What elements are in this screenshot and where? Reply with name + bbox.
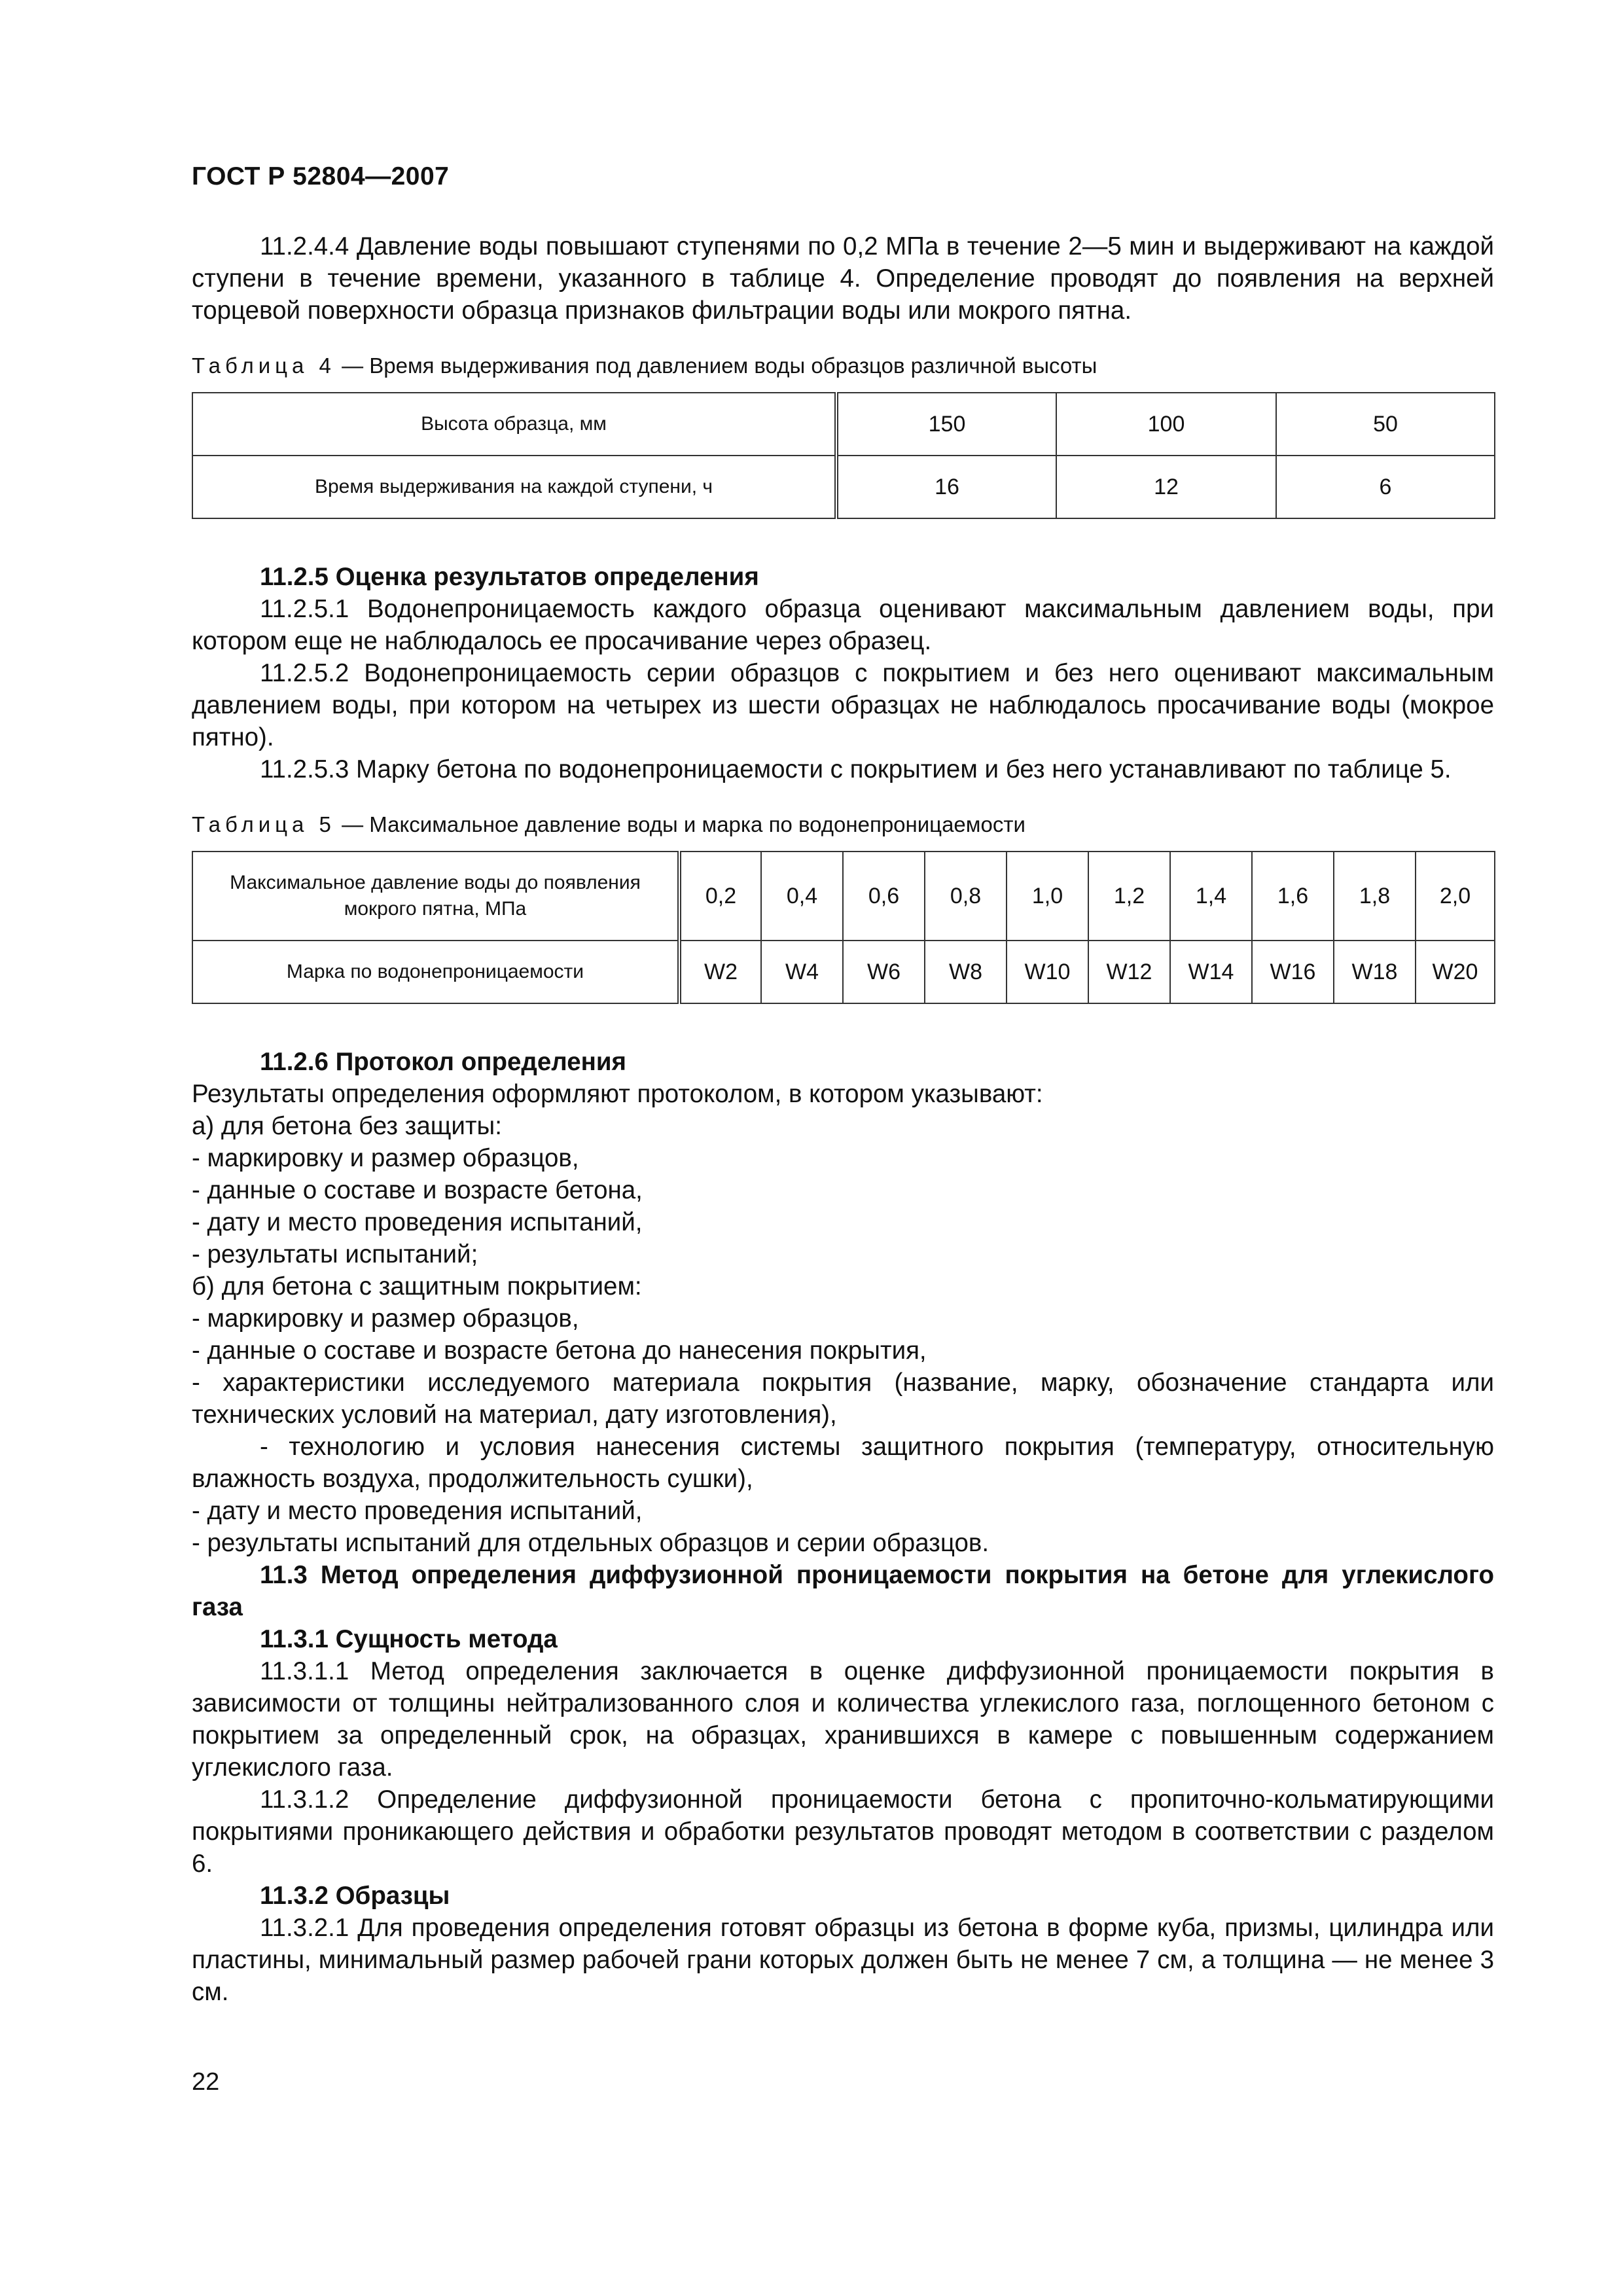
table-4 [192,392,1495,519]
protocol-list [192,1078,1494,1367]
table-cell: 2,0 [1416,852,1495,941]
table4-caption-prefix: Таблица 4 [192,353,336,378]
list-item-long: - характеристики исследуемого материала покрытия (название, марку, обозначение стандарта или технических условий на материал, дату изготовления), [192,1369,1494,1429]
heading-11-3-1: 11.3.1 Сущность метода [260,1625,558,1653]
list-item: - дату и место проведения испытаний, [192,1208,643,1236]
page-content [192,230,1494,2008]
table-cell-label: Марка по водонепроницаемости [192,941,679,1003]
paragraph-11-2-5-1: 11.2.5.1 Водонепроницаемость каждого образца оценивают максимальным давлением воды, при котором еще не наблюдалось ее просачивание через образец. [192,595,1494,655]
standard-header: ГОСТ Р 52804—2007 [192,162,450,190]
list-item: - маркировку и размер образцов, [192,1144,579,1172]
table-cell: W18 [1334,941,1416,1003]
list-item: - результаты испытаний; [192,1240,478,1268]
table-5 [192,851,1495,1004]
table-cell-label: Время выдерживания на каждой ступени, ч [192,456,836,518]
table-cell-label: Высота образца, мм [192,393,836,456]
table-cell: 1,2 [1088,852,1170,941]
table-row [192,393,1495,456]
list-item: - результаты испытаний для отдельных образцов и серии образцов. [192,1529,990,1557]
list-group-a-label: а) для бетона без защиты: [192,1112,502,1140]
table-cell: 1,0 [1007,852,1088,941]
table-cell: 0,2 [679,852,761,941]
list-item: - маркировку и размер образцов, [192,1304,579,1333]
heading-11-3-2: 11.3.2 Образцы [260,1882,450,1910]
table4-caption-text: — Время выдерживания под давлением воды образцов различной высоты [335,353,1097,378]
list-item: - данные о составе и возрасте бетона до нанесения покрытия, [192,1336,927,1365]
table-cell: W4 [761,941,843,1003]
list-intro: Результаты определения оформляют протоколом, в котором указывают: [192,1080,1043,1108]
list-item-long: - технологию и условия нанесения системы защитного покрытия (температуру, относительную влажность воздуха, продолжительность сушки), [192,1433,1494,1493]
table-cell: 0,6 [843,852,925,941]
paragraph-11-3-1-1: 11.3.1.1 Метод определения заключается в оценке диффузионной проницаемости покрытия в зависимости от толщины нейтрализованного слоя и количества углекислого газа, поглощенного бетоном с покрытием за определенный срок, на образцах, хранившихся в камере с повышенным содержанием углекислого газа. [192,1657,1494,1782]
table5-caption [192,812,1494,838]
table-cell: W14 [1170,941,1252,1003]
table-cell: 150 [836,393,1056,456]
table-cell: 100 [1056,393,1276,456]
table-cell: 16 [836,456,1056,518]
table-cell: 12 [1056,456,1276,518]
heading-11-2-6: 11.2.6 Протокол определения [260,1048,626,1076]
table-row [192,456,1495,518]
list-item: - данные о составе и возрасте бетона, [192,1176,643,1204]
table-cell: 1,4 [1170,852,1252,941]
protocol-list-tail [192,1495,1494,1559]
table-cell: W8 [925,941,1007,1003]
list-group-b-label: б) для бетона с защитным покрытием: [192,1272,642,1300]
heading-11-2-5: 11.2.5 Оценка результатов определения [260,563,759,591]
table5-caption-prefix: Таблица 5 [192,812,336,836]
table-cell: 1,6 [1252,852,1334,941]
table5-caption-text: — Максимальное давление воды и марка по водонепроницаемости [335,812,1026,836]
table-cell: 0,8 [925,852,1007,941]
paragraph-11-3-2-1: 11.3.2.1 Для проведения определения готовят образцы из бетона в форме куба, призмы, цилиндра или пластины, минимальный размер рабочей грани которых должен быть не менее 7 см, а толщина — не менее 3 см. [192,1914,1494,2006]
page-number: 22 [192,2068,220,2096]
table-row [192,852,1495,941]
table-cell-label: Максимальное давление воды до появления мокрого пятна, МПа [192,852,679,941]
table-cell: 0,4 [761,852,843,941]
table4-caption [192,353,1494,379]
table-row [192,941,1495,1003]
table-cell: W12 [1088,941,1170,1003]
spacer [192,1004,1494,1046]
paragraph-11-2-5-3: 11.2.5.3 Марку бетона по водонепроницаемости с покрытием и без него устанавливают по таблице 5. [260,755,1452,783]
table-cell: W20 [1416,941,1495,1003]
paragraph-11-2-5-2: 11.2.5.2 Водонепроницаемость серии образцов с покрытием и без него оценивают максимальным давлением воды, при котором на четырех из шести образцах не наблюдалось просачивание воды (мокрое пятно). [192,659,1494,751]
table-cell: 1,8 [1334,852,1416,941]
spacer [192,519,1494,561]
table-cell: 50 [1276,393,1495,456]
paragraph-11-3-1-2: 11.3.1.2 Определение диффузионной проницаемости бетона с пропиточно-кольматирующими покрытиями проникающего действия и обработки результатов проводят методом в соответствии с разделом 6. [192,1785,1494,1878]
heading-11-3: 11.3 Метод определения диффузионной проницаемости покрытия на бетоне для углекислого газа [192,1561,1494,1621]
paragraph-11-2-4-4: 11.2.4.4 Давление воды повышают ступенями по 0,2 МПа в течение 2—5 мин и выдерживают на каждой ступени в течение времени, указанного в таблице 4. Определение проводят до появления на верхней торцевой поверхности образца признаков фильтрации воды или мокрого пятна. [192,232,1494,325]
table-cell: W2 [679,941,761,1003]
table-cell: 6 [1276,456,1495,518]
table-cell: W10 [1007,941,1088,1003]
list-item: - дату и место проведения испытаний, [192,1497,643,1525]
table-cell: W6 [843,941,925,1003]
table-cell: W16 [1252,941,1334,1003]
